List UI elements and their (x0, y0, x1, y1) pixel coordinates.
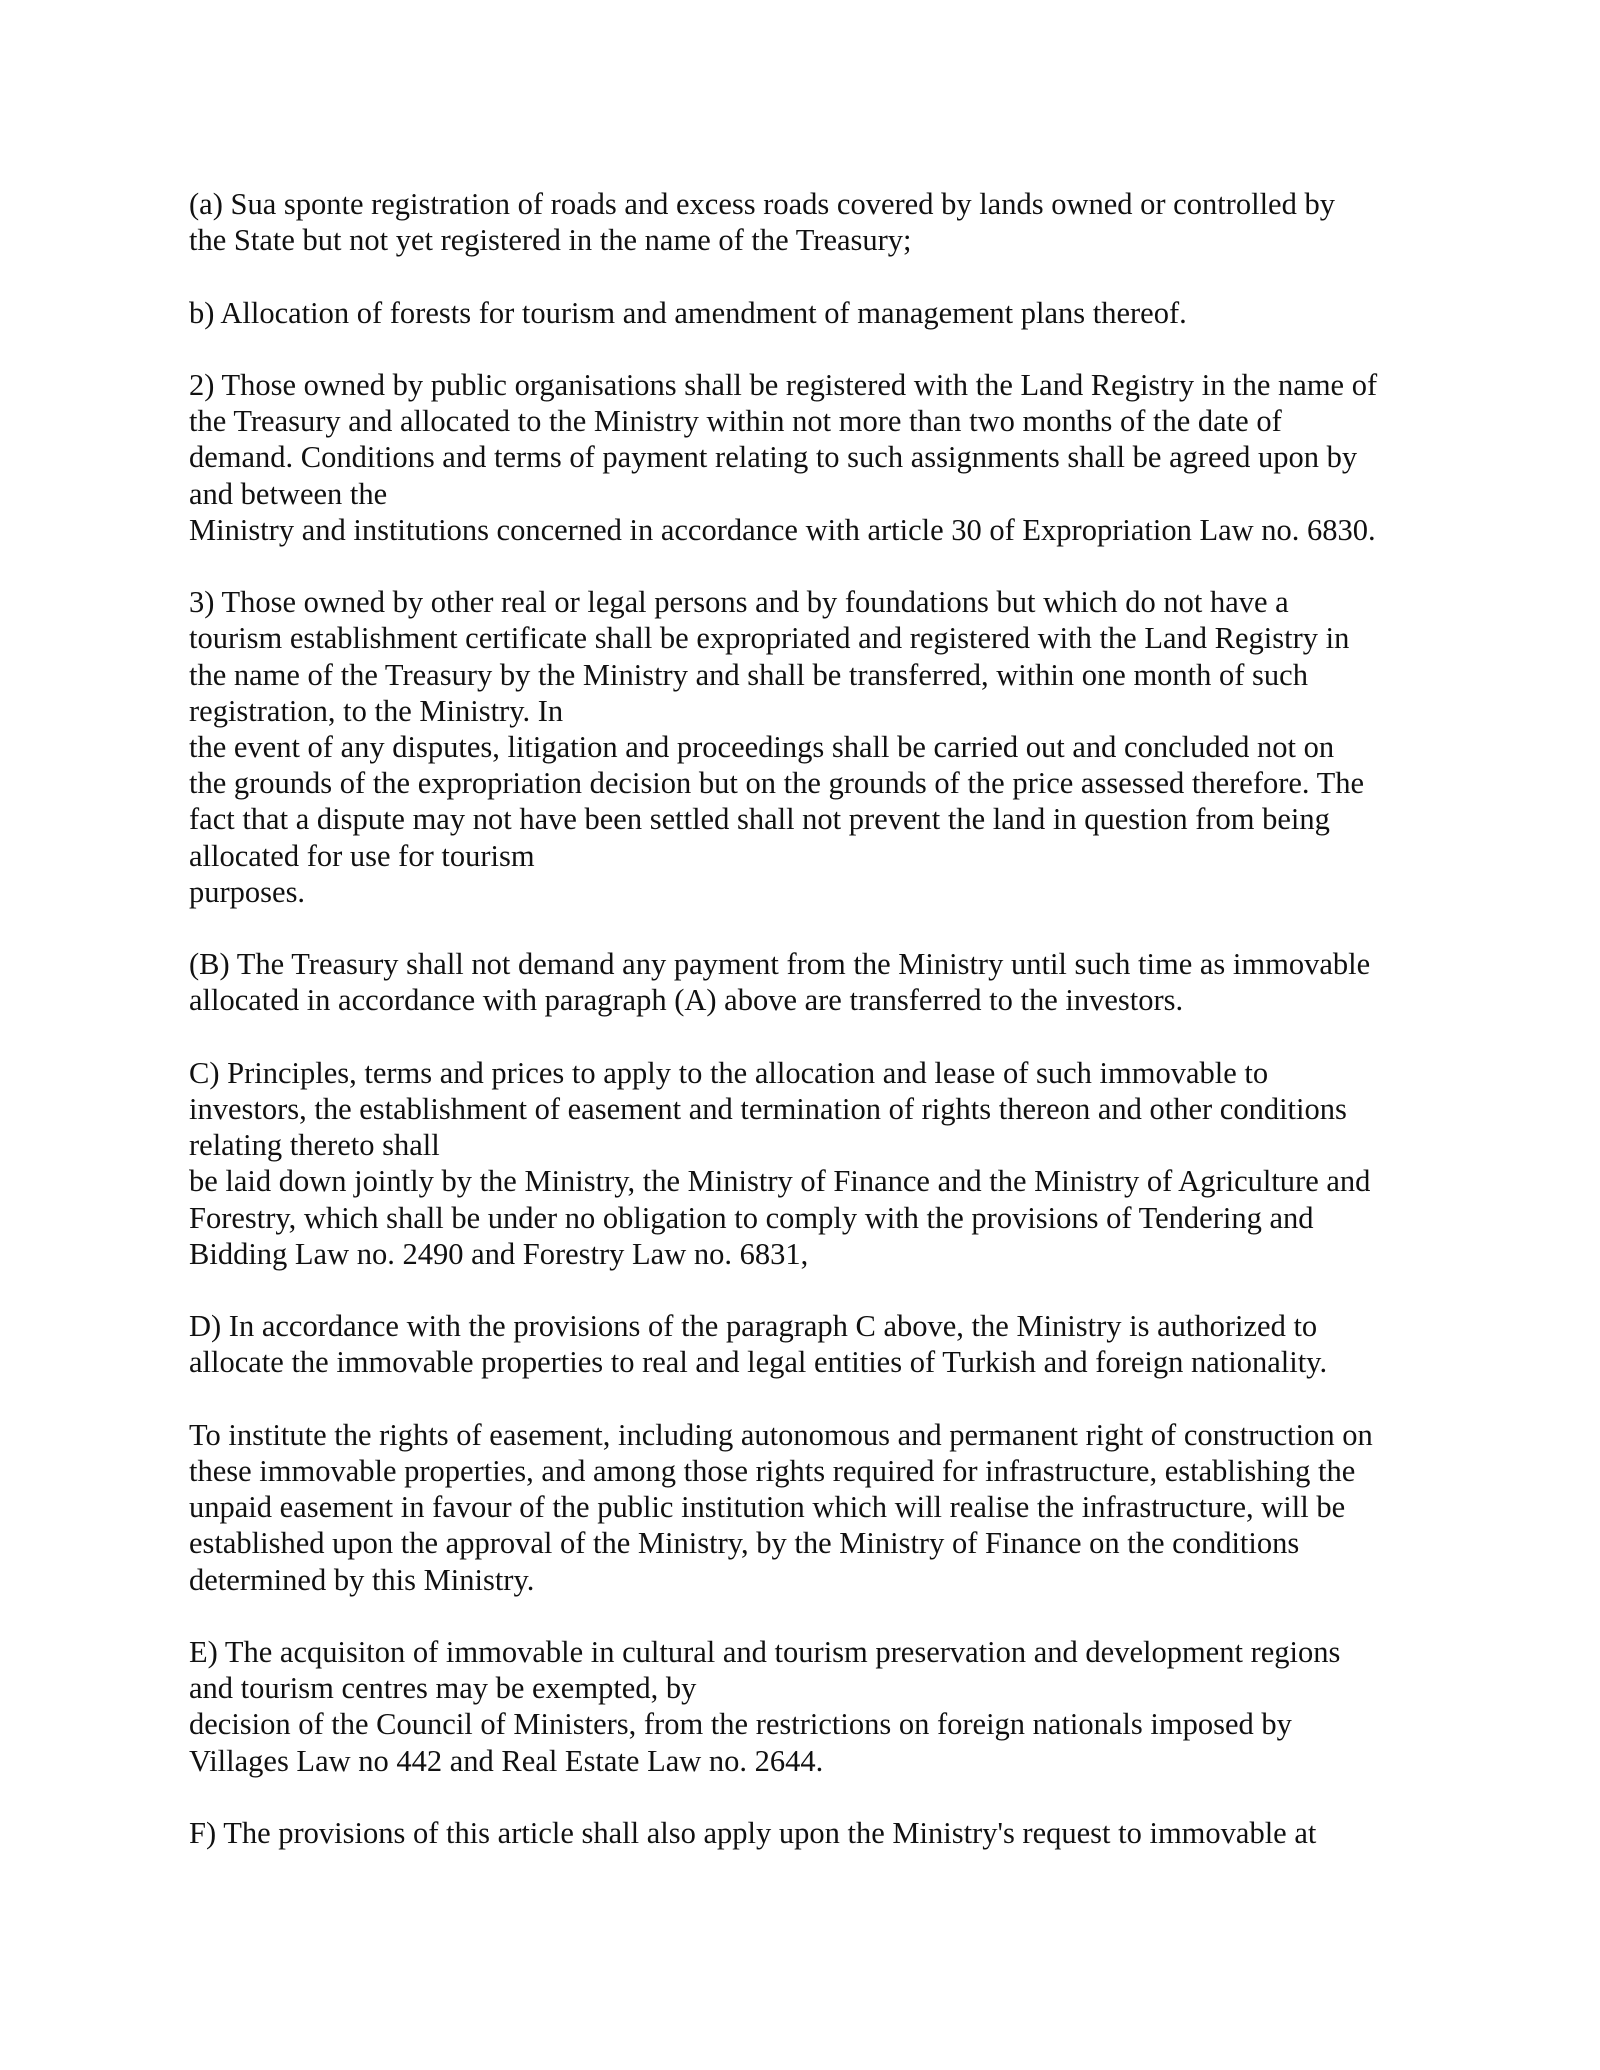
text-line: determined by this Ministry. (189, 1562, 535, 1597)
text-line: registration, to the Ministry. In (189, 693, 564, 728)
paragraph (189, 1308, 1429, 1380)
text-line: be laid down jointly by the Ministry, the Ministry of Finance and the Ministry of Agriculture and (189, 1164, 1371, 1199)
text-line: tourism establishment certificate shall be expropriated and registered with the Land Registry in (189, 621, 1350, 656)
text-line: these immovable properties, and among those rights required for infrastructure, establishing the (189, 1454, 1356, 1488)
text-line: allocated for use for tourism (189, 838, 535, 873)
text-line: fact that a dispute may not have been settled shall not prevent the land in question from being (189, 802, 1330, 837)
paragraph (189, 367, 1429, 548)
text-line: Villages Law no 442 and Real Estate Law no. 2644. (189, 1743, 824, 1778)
text-line: and tourism centres may be exempted, by (189, 1671, 697, 1706)
text-line: 3) Those owned by other real or legal persons and by foundations but which do not have a (189, 585, 1289, 620)
text-line: investors, the establishment of easement and termination of rights thereon and other conditions (189, 1092, 1347, 1126)
text-line: D) In accordance with the provisions of the paragraph C above, the Ministry is authorized to (189, 1309, 1318, 1344)
text-line: E) The acquisiton of immovable in cultural and tourism preservation and development regions (189, 1635, 1341, 1669)
document-body (189, 186, 1429, 1887)
text-line: allocate the immovable properties to real and legal entities of Turkish and foreign nationality. (189, 1345, 1328, 1380)
text-line: the event of any disputes, litigation and proceedings shall be carried out and concluded not on (189, 730, 1335, 764)
text-line: Bidding Law no. 2490 and Forestry Law no. 6831, (189, 1236, 809, 1271)
text-line: the State but not yet registered in the name of the Treasury; (189, 223, 912, 258)
text-line: the Treasury and allocated to the Ministry within not more than two months of the date of (189, 404, 1282, 439)
paragraph (189, 584, 1429, 910)
text-line: purposes. (189, 874, 306, 909)
paragraph (189, 946, 1429, 1018)
text-line: 2) Those owned by public organisations shall be registered with the Land Registry in the name of (189, 367, 1378, 402)
paragraph (189, 1055, 1429, 1272)
text-line: Ministry and institutions concerned in accordance with article 30 of Expropriation Law no. 6830. (189, 512, 1376, 547)
text-line: relating thereto shall (189, 1128, 440, 1163)
text-line: the grounds of the expropriation decision but on the grounds of the price assessed therefore. The (189, 766, 1365, 801)
text-line: the name of the Treasury by the Ministry and shall be transferred, within one month of such (189, 657, 1308, 692)
paragraph (189, 295, 1429, 331)
paragraph (189, 1815, 1429, 1851)
text-line: established upon the approval of the Ministry, by the Ministry of Finance on the conditions (189, 1526, 1300, 1561)
text-line: (B) The Treasury shall not demand any payment from the Ministry until such time as immovable (189, 947, 1371, 982)
text-line: allocated in accordance with paragraph (A) above are transferred to the investors. (189, 983, 1184, 1018)
text-line: and between the (189, 476, 388, 511)
text-line: decision of the Council of Ministers, from the restrictions on foreign nationals imposed by (189, 1707, 1292, 1742)
paragraph (189, 1417, 1429, 1598)
text-line: C) Principles, terms and prices to apply to the allocation and lease of such immovable to (189, 1055, 1269, 1090)
paragraph (189, 1634, 1429, 1779)
text-line: unpaid easement in favour of the public institution which will realise the infrastructure, will be (189, 1490, 1346, 1525)
text-line: To institute the rights of easement, including autonomous and permanent right of construction on (189, 1417, 1373, 1452)
paragraph (189, 186, 1429, 258)
text-line: b) Allocation of forests for tourism and amendment of management plans thereof. (189, 295, 1187, 330)
text-line: demand. Conditions and terms of payment relating to such assignments shall be agreed upon by (189, 440, 1358, 475)
text-line: (a) Sua sponte registration of roads and excess roads covered by lands owned or controlled by (189, 187, 1335, 221)
text-line: Forestry, which shall be under no obligation to comply with the provisions of Tendering and (189, 1200, 1314, 1235)
text-line: F) The provisions of this article shall also apply upon the Ministry's request to immovable at (189, 1816, 1317, 1850)
